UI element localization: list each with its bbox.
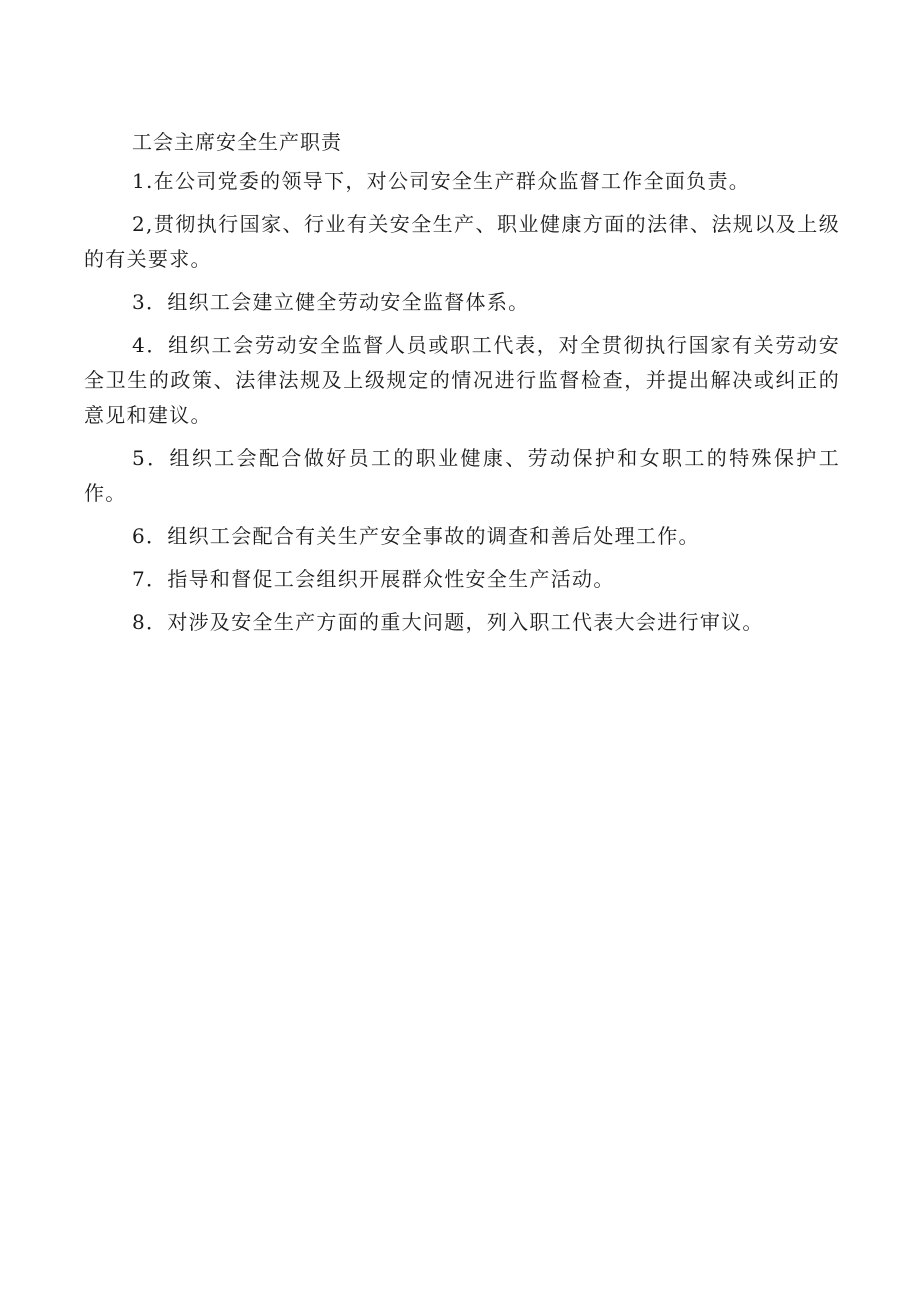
duty-item-2: 2,贯彻执行国家、行业有关安全生产、职业健康方面的法律、法规以及上级的有关要求。 [84,212,840,271]
duty-item-6: 6．组织工会配合有关生产安全事故的调查和善后处理工作。 [132,524,700,548]
duty-item-5: 5．组织工会配合做好员工的职业健康、劳动保护和女职工的特殊保护工作。 [84,446,840,505]
document-page [84,124,840,648]
document-title: 工会主席安全生产职责 [132,130,342,154]
duty-item-7: 7．指导和督促工会组织开展群众性安全生产活动。 [132,567,615,591]
duty-item-4: 4．组织工会劳动安全监督人员或职工代表，对全贯彻执行国家有关劳动安全卫生的政策、法律法规及上级规定的情况进行监督检查，并提出解决或纠正的意见和建议。 [84,333,840,427]
duty-item-8: 8．对涉及安全生产方面的重大问题，列入职工代表大会进行审议。 [132,610,764,634]
duty-item-1: 1.在公司党委的领导下，对公司安全生产群众监督工作全面负责。 [132,169,751,193]
duty-item-3: 3．组织工会建立健全劳动安全监督体系。 [132,290,530,314]
